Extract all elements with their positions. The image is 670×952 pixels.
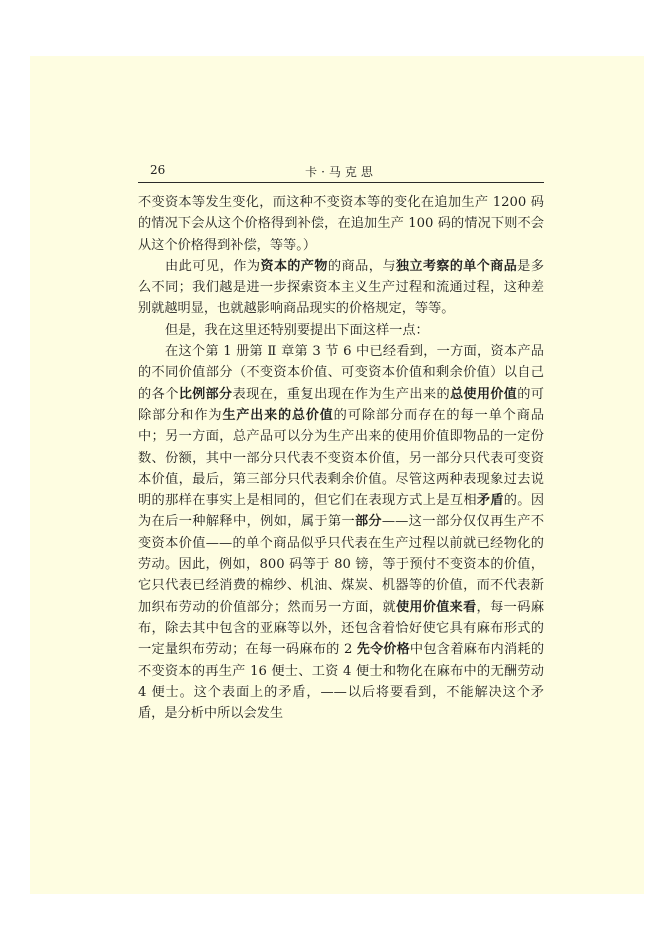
text-run: 是多么不同；我们越是进一步探索资本主义生产过程和流通过程，这种差别就越明显，也就越影响商品现实的价格规定，等等。	[138, 258, 545, 317]
emphasized-text: 部分	[355, 514, 382, 530]
paragraph	[138, 341, 544, 724]
text-run: 的可除部分和作为	[138, 386, 544, 423]
text-run: 的。因为在后一种解释中，例如，属于第一	[138, 493, 545, 530]
text-run: ，每一码麻布，除去其中包含的亚麻等以外，还包含着恰好使它具有麻布形式的一定量织布劳动；在每一码麻布的 2	[138, 599, 545, 658]
text-run: 在这个第 1 册第 Ⅱ 章第 3 节 6 中已经看到，一方面，资本产品的不同价值部分（不变资本价值、可变资本价值和剩余价值）以自己的各个	[138, 344, 544, 402]
running-title: 卡·马克思	[305, 165, 377, 179]
text-run: 表现在，重复出现在作为生产出来的	[232, 386, 451, 402]
text-run: ——这一部分仅仅再生产不变资本价值——的单个商品似乎只代表在生产过程以前就已经物化的劳动。因此，例如，800 码等于 80 镑，等于预付不变资本的价值，它只代表已经消费的棉纱、机油、煤炭、机器等的价值，而不代表新加织布劳动的价值部分；然而另一方面，就	[138, 514, 545, 615]
emphasized-text: 独立考察的单个商品	[396, 258, 518, 274]
paragraph	[138, 256, 544, 320]
paragraph	[138, 192, 544, 256]
page-header	[138, 160, 544, 183]
emphasized-text: 先令价格	[356, 642, 410, 658]
emphasized-text: 生产出来的总价值	[222, 407, 334, 423]
body-text	[138, 192, 544, 724]
text-run: 中包含着麻布内消耗的不变资本的再生产 16 便士、工资 4 便士和物化在麻布中的无酬劳动 4 便士。这个表面上的矛盾，——以后将要看到，不能解决这个矛盾，是分析中所以会发生	[138, 642, 545, 722]
text-run: 由此可见，作为	[165, 258, 261, 274]
emphasized-text: 使用价值来看	[396, 599, 477, 615]
emphasized-text: 比例部分	[178, 386, 233, 402]
emphasized-text: 资本的产物	[260, 258, 328, 274]
text-run: 的可除部分而存在的每一单个商品中；另一方面，总产品可以分为生产出来的使用价值即物品的一定份数、份额，其中一部分只代表不变资本价值，另一部分只代表可变资本价值，最后，第三部分只代表剩余价值。尽管这两种表现象过去说明的那样在事实上是相同的，但它们在表现方式上是互相	[138, 407, 545, 509]
text-run: 但是，我在这里还特别要提出下面这样一点：	[165, 322, 429, 338]
text-run: 的商品，与	[327, 258, 397, 274]
text-run: 不变资本等发生变化，而这种不变资本等的变化在追加生产 1200 码的情况下会从这个价格得到补偿，在追加生产 100 码的情况下则不会从这个价格得到补偿，等等。）	[138, 195, 544, 253]
emphasized-text: 矛盾	[476, 493, 504, 509]
emphasized-text: 总使用价值	[450, 386, 518, 402]
page-number: 26	[150, 163, 166, 177]
paragraph	[138, 320, 544, 341]
